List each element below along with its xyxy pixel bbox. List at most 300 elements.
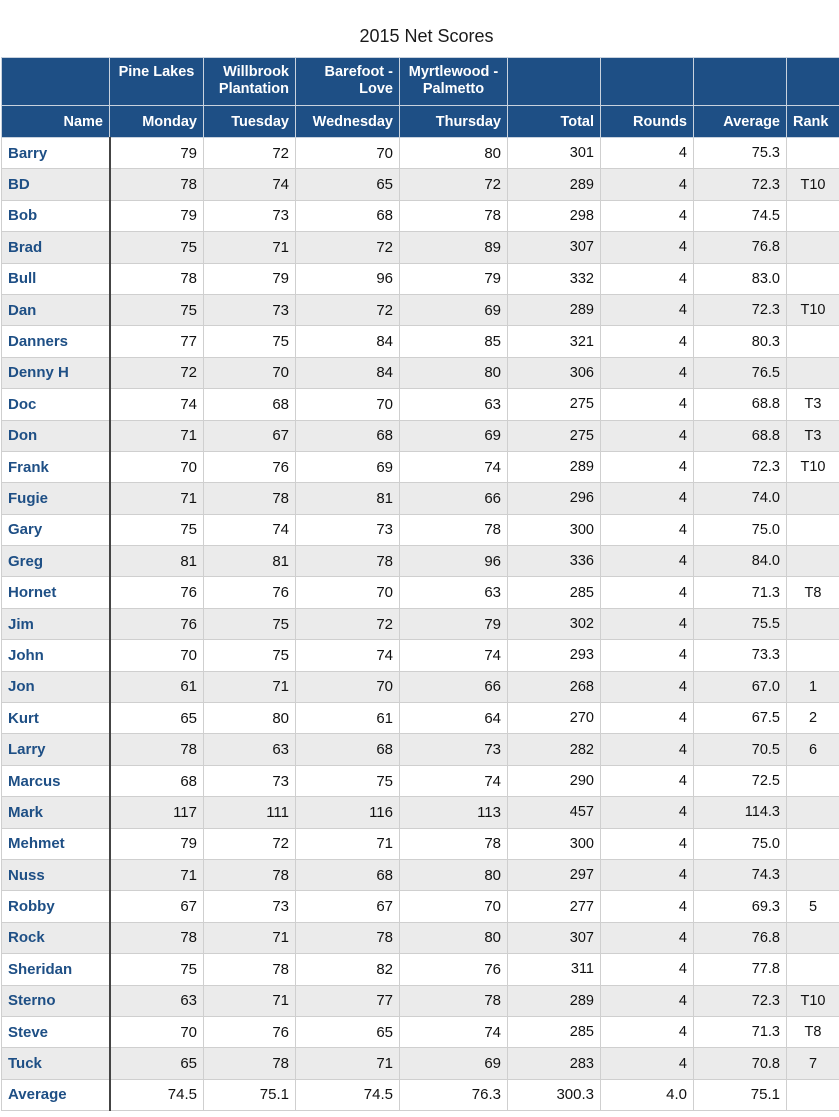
score-cell-monday[interactable]: 76 <box>110 577 204 608</box>
average-cell[interactable]: 67.0 <box>694 671 787 702</box>
score-cell-monday[interactable]: 70 <box>110 640 204 671</box>
thursday-column-header[interactable]: Thursday <box>400 106 508 138</box>
average-cell[interactable]: 83.0 <box>694 263 787 294</box>
average-cell-rounds[interactable]: 4.0 <box>601 1079 694 1110</box>
player-name-cell[interactable]: BD <box>2 169 110 200</box>
score-cell-monday[interactable]: 75 <box>110 514 204 545</box>
total-cell[interactable]: 289 <box>508 985 601 1016</box>
player-name-cell[interactable]: Jim <box>2 608 110 639</box>
score-cell-tuesday[interactable]: 76 <box>204 451 296 482</box>
score-cell-wednesday[interactable]: 84 <box>296 357 400 388</box>
player-name-cell[interactable]: Bob <box>2 200 110 231</box>
rank-cell[interactable]: 2 <box>787 703 839 734</box>
sheet-title: 2015 Net Scores <box>359 26 494 46</box>
rounds-cell[interactable]: 4 <box>601 765 694 796</box>
rank-cell[interactable]: T10 <box>787 294 839 325</box>
rounds-cell[interactable]: 4 <box>601 420 694 451</box>
score-cell-thursday[interactable]: 69 <box>400 1048 508 1079</box>
score-cell-tuesday[interactable]: 75 <box>204 326 296 357</box>
average-cell[interactable]: 74.5 <box>694 200 787 231</box>
rounds-cell[interactable]: 4 <box>601 954 694 985</box>
score-cell-monday[interactable]: 70 <box>110 1016 204 1047</box>
tuesday-column-header[interactable]: Tuesday <box>204 106 296 138</box>
total-cell[interactable]: 293 <box>508 640 601 671</box>
rank-cell[interactable] <box>787 357 839 388</box>
average-cell[interactable]: 71.3 <box>694 1016 787 1047</box>
score-cell-monday[interactable]: 78 <box>110 263 204 294</box>
score-cell-monday[interactable]: 71 <box>110 483 204 514</box>
rank-cell[interactable] <box>787 922 839 953</box>
rank-cell[interactable]: 1 <box>787 671 839 702</box>
score-cell-tuesday[interactable]: 74 <box>204 169 296 200</box>
total-cell[interactable]: 289 <box>508 169 601 200</box>
player-name-cell[interactable]: Mehmet <box>2 828 110 859</box>
rounds-cell[interactable]: 4 <box>601 294 694 325</box>
player-name-cell[interactable]: Gary <box>2 514 110 545</box>
rank-cell[interactable]: T8 <box>787 577 839 608</box>
score-cell-tuesday[interactable]: 72 <box>204 138 296 169</box>
rank-cell[interactable] <box>787 232 839 263</box>
rank-cell[interactable]: T10 <box>787 169 839 200</box>
score-cell-tuesday[interactable]: 78 <box>204 859 296 890</box>
rank-cell[interactable]: 5 <box>787 891 839 922</box>
rounds-cell[interactable]: 4 <box>601 357 694 388</box>
score-cell-wednesday[interactable]: 70 <box>296 138 400 169</box>
score-cell-thursday[interactable]: 96 <box>400 546 508 577</box>
rounds-cell[interactable]: 4 <box>601 169 694 200</box>
total-cell[interactable]: 297 <box>508 859 601 890</box>
score-cell-monday[interactable]: 78 <box>110 169 204 200</box>
rank-cell[interactable] <box>787 797 839 828</box>
average-cell-monday[interactable]: 74.5 <box>110 1079 204 1110</box>
course-header-line: Willbrook <box>223 64 289 80</box>
score-cell-thursday[interactable]: 64 <box>400 703 508 734</box>
rounds-cell[interactable]: 4 <box>601 483 694 514</box>
rank-cell[interactable] <box>787 954 839 985</box>
rank-cell[interactable] <box>787 608 839 639</box>
player-name-cell[interactable]: Jon <box>2 671 110 702</box>
score-cell-monday[interactable]: 79 <box>110 200 204 231</box>
player-name-cell[interactable]: Tuck <box>2 1048 110 1079</box>
score-cell-thursday[interactable]: 74 <box>400 1016 508 1047</box>
player-name-cell[interactable]: Bull <box>2 263 110 294</box>
score-cell-thursday[interactable]: 72 <box>400 169 508 200</box>
player-name-cell[interactable]: John <box>2 640 110 671</box>
score-cell-tuesday[interactable]: 78 <box>204 954 296 985</box>
score-cell-monday[interactable]: 72 <box>110 357 204 388</box>
score-cell-wednesday[interactable]: 82 <box>296 954 400 985</box>
rounds-cell[interactable]: 4 <box>601 640 694 671</box>
score-cell-thursday[interactable]: 79 <box>400 263 508 294</box>
score-cell-wednesday[interactable]: 70 <box>296 671 400 702</box>
score-cell-tuesday[interactable]: 71 <box>204 671 296 702</box>
score-cell-wednesday[interactable]: 96 <box>296 263 400 294</box>
total-cell[interactable]: 275 <box>508 389 601 420</box>
rounds-cell[interactable]: 4 <box>601 985 694 1016</box>
score-cell-wednesday[interactable]: 116 <box>296 797 400 828</box>
course-header[interactable] <box>400 58 508 106</box>
score-cell-wednesday[interactable]: 75 <box>296 765 400 796</box>
name-column-header[interactable]: Name <box>2 106 110 138</box>
total-cell[interactable]: 306 <box>508 357 601 388</box>
score-cell-thursday[interactable]: 66 <box>400 483 508 514</box>
score-cell-thursday[interactable]: 78 <box>400 828 508 859</box>
total-cell[interactable]: 289 <box>508 451 601 482</box>
score-cell-tuesday[interactable]: 73 <box>204 200 296 231</box>
average-row-label[interactable]: Average <box>2 1079 110 1110</box>
score-cell-monday[interactable]: 68 <box>110 765 204 796</box>
rounds-cell[interactable]: 4 <box>601 859 694 890</box>
score-cell-thursday[interactable]: 89 <box>400 232 508 263</box>
total-cell[interactable]: 300 <box>508 514 601 545</box>
score-cell-monday[interactable]: 65 <box>110 1048 204 1079</box>
rank-cell[interactable]: 6 <box>787 734 839 765</box>
score-cell-wednesday[interactable]: 81 <box>296 483 400 514</box>
player-name-cell[interactable]: Nuss <box>2 859 110 890</box>
score-cell-wednesday[interactable]: 78 <box>296 546 400 577</box>
average-cell[interactable]: 75.3 <box>694 138 787 169</box>
total-cell[interactable]: 296 <box>508 483 601 514</box>
score-cell-tuesday[interactable]: 73 <box>204 294 296 325</box>
player-name-cell[interactable]: Fugie <box>2 483 110 514</box>
score-cell-monday[interactable]: 76 <box>110 608 204 639</box>
score-cell-wednesday[interactable]: 73 <box>296 514 400 545</box>
score-cell-thursday[interactable]: 73 <box>400 734 508 765</box>
score-cell-thursday[interactable]: 76 <box>400 954 508 985</box>
average-cell[interactable]: 114.3 <box>694 797 787 828</box>
course-header[interactable] <box>204 58 296 106</box>
score-cell-wednesday[interactable]: 65 <box>296 169 400 200</box>
score-cell-thursday[interactable]: 69 <box>400 294 508 325</box>
score-cell-wednesday[interactable]: 72 <box>296 232 400 263</box>
rounds-cell[interactable]: 4 <box>601 514 694 545</box>
score-cell-monday[interactable]: 78 <box>110 734 204 765</box>
total-cell[interactable]: 283 <box>508 1048 601 1079</box>
score-cell-monday[interactable]: 75 <box>110 294 204 325</box>
average-cell[interactable]: 80.3 <box>694 326 787 357</box>
average-cell[interactable]: 74.0 <box>694 483 787 514</box>
score-cell-wednesday[interactable]: 84 <box>296 326 400 357</box>
average-cell[interactable]: 76.8 <box>694 232 787 263</box>
score-cell-monday[interactable]: 70 <box>110 451 204 482</box>
score-cell-tuesday[interactable]: 75 <box>204 640 296 671</box>
score-cell-thursday[interactable]: 70 <box>400 891 508 922</box>
rank-cell[interactable]: T3 <box>787 389 839 420</box>
player-name-cell[interactable]: Denny H <box>2 357 110 388</box>
total-cell[interactable]: 307 <box>508 232 601 263</box>
rank-cell[interactable] <box>787 828 839 859</box>
score-cell-monday[interactable]: 63 <box>110 985 204 1016</box>
average-cell-total[interactable]: 300.3 <box>508 1079 601 1110</box>
player-name-cell[interactable]: Steve <box>2 1016 110 1047</box>
player-name-cell[interactable]: Don <box>2 420 110 451</box>
score-cell-wednesday[interactable]: 68 <box>296 859 400 890</box>
score-cell-wednesday[interactable]: 68 <box>296 734 400 765</box>
average-cell[interactable]: 75.5 <box>694 608 787 639</box>
player-name-cell[interactable]: Kurt <box>2 703 110 734</box>
average-cell-thursday[interactable]: 76.3 <box>400 1079 508 1110</box>
rounds-cell[interactable]: 4 <box>601 1048 694 1079</box>
player-name-cell[interactable]: Robby <box>2 891 110 922</box>
rank-cell[interactable] <box>787 640 839 671</box>
score-cell-monday[interactable]: 74 <box>110 389 204 420</box>
score-cell-wednesday[interactable]: 72 <box>296 294 400 325</box>
total-cell[interactable]: 336 <box>508 546 601 577</box>
score-cell-monday[interactable]: 61 <box>110 671 204 702</box>
player-name-cell[interactable]: Brad <box>2 232 110 263</box>
total-cell[interactable]: 307 <box>508 922 601 953</box>
average-cell-wednesday[interactable]: 74.5 <box>296 1079 400 1110</box>
rank-cell[interactable] <box>787 263 839 294</box>
player-name-cell[interactable]: Doc <box>2 389 110 420</box>
player-name-cell[interactable]: Larry <box>2 734 110 765</box>
score-cell-monday[interactable]: 75 <box>110 232 204 263</box>
score-cell-tuesday[interactable]: 63 <box>204 734 296 765</box>
player-name-cell[interactable]: Frank <box>2 451 110 482</box>
score-cell-tuesday[interactable]: 67 <box>204 420 296 451</box>
score-cell-thursday[interactable]: 80 <box>400 138 508 169</box>
total-cell[interactable]: 270 <box>508 703 601 734</box>
score-cell-monday[interactable]: 71 <box>110 420 204 451</box>
total-cell[interactable]: 298 <box>508 200 601 231</box>
total-cell[interactable]: 268 <box>508 671 601 702</box>
rounds-cell[interactable]: 4 <box>601 828 694 859</box>
player-name-cell[interactable]: Sheridan <box>2 954 110 985</box>
score-cell-monday[interactable]: 75 <box>110 954 204 985</box>
rounds-cell[interactable]: 4 <box>601 1016 694 1047</box>
player-name-cell[interactable]: Hornet <box>2 577 110 608</box>
monday-column-header[interactable]: Monday <box>110 106 204 138</box>
score-cell-wednesday[interactable]: 67 <box>296 891 400 922</box>
score-cell-monday[interactable]: 65 <box>110 703 204 734</box>
score-cell-tuesday[interactable]: 73 <box>204 765 296 796</box>
average-cell[interactable]: 74.3 <box>694 859 787 890</box>
rounds-cell[interactable]: 4 <box>601 389 694 420</box>
score-cell-tuesday[interactable]: 78 <box>204 1048 296 1079</box>
player-name-cell[interactable]: Marcus <box>2 765 110 796</box>
total-cell[interactable]: 321 <box>508 326 601 357</box>
score-cell-wednesday[interactable]: 70 <box>296 389 400 420</box>
score-cell-wednesday[interactable]: 71 <box>296 1048 400 1079</box>
total-cell[interactable]: 301 <box>508 138 601 169</box>
score-cell-thursday[interactable]: 113 <box>400 797 508 828</box>
score-cell-thursday[interactable]: 63 <box>400 577 508 608</box>
rounds-cell[interactable]: 4 <box>601 922 694 953</box>
total-column-header[interactable]: Total <box>508 106 601 138</box>
score-cell-tuesday[interactable]: 81 <box>204 546 296 577</box>
score-cell-wednesday[interactable]: 71 <box>296 828 400 859</box>
rank-cell[interactable] <box>787 326 839 357</box>
total-cell[interactable]: 302 <box>508 608 601 639</box>
wednesday-column-header[interactable]: Wednesday <box>296 106 400 138</box>
score-cell-monday[interactable]: 81 <box>110 546 204 577</box>
score-cell-tuesday[interactable]: 111 <box>204 797 296 828</box>
rank-cell[interactable] <box>787 859 839 890</box>
score-cell-tuesday[interactable]: 68 <box>204 389 296 420</box>
average-cell[interactable]: 72.3 <box>694 294 787 325</box>
score-cell-tuesday[interactable]: 79 <box>204 263 296 294</box>
score-cell-tuesday[interactable]: 80 <box>204 703 296 734</box>
table-row <box>2 765 839 796</box>
rounds-cell[interactable]: 4 <box>601 891 694 922</box>
player-name-cell[interactable]: Danners <box>2 326 110 357</box>
score-cell-wednesday[interactable]: 69 <box>296 451 400 482</box>
score-cell-thursday[interactable]: 85 <box>400 326 508 357</box>
rank-column-header[interactable]: Rank <box>787 106 839 138</box>
score-cell-wednesday[interactable]: 70 <box>296 577 400 608</box>
rank-cell[interactable] <box>787 765 839 796</box>
average-cell[interactable]: 68.8 <box>694 389 787 420</box>
rounds-cell[interactable]: 4 <box>601 703 694 734</box>
average-cell[interactable]: 75.0 <box>694 514 787 545</box>
total-cell[interactable]: 457 <box>508 797 601 828</box>
rounds-cell[interactable]: 4 <box>601 263 694 294</box>
score-cell-thursday[interactable]: 74 <box>400 451 508 482</box>
average-cell[interactable]: 69.3 <box>694 891 787 922</box>
rounds-cell[interactable]: 4 <box>601 671 694 702</box>
total-cell[interactable]: 311 <box>508 954 601 985</box>
rank-cell[interactable] <box>787 200 839 231</box>
score-cell-tuesday[interactable]: 70 <box>204 357 296 388</box>
score-cell-monday[interactable]: 78 <box>110 922 204 953</box>
average-cell[interactable]: 75.0 <box>694 828 787 859</box>
average-cell[interactable]: 70.8 <box>694 1048 787 1079</box>
rank-cell[interactable] <box>787 483 839 514</box>
rounds-cell[interactable]: 4 <box>601 734 694 765</box>
score-cell-tuesday[interactable]: 71 <box>204 985 296 1016</box>
rank-cell[interactable]: T10 <box>787 451 839 482</box>
average-cell-rank[interactable] <box>787 1079 839 1110</box>
average-cell[interactable]: 72.5 <box>694 765 787 796</box>
average-cell[interactable]: 76.5 <box>694 357 787 388</box>
score-cell-thursday[interactable]: 74 <box>400 765 508 796</box>
average-cell[interactable]: 72.3 <box>694 451 787 482</box>
player-name-cell[interactable]: Greg <box>2 546 110 577</box>
average-cell-tuesday[interactable]: 75.1 <box>204 1079 296 1110</box>
total-cell[interactable]: 285 <box>508 1016 601 1047</box>
rounds-cell[interactable]: 4 <box>601 200 694 231</box>
rank-cell[interactable] <box>787 514 839 545</box>
average-cell[interactable]: 70.5 <box>694 734 787 765</box>
player-name-cell[interactable]: Sterno <box>2 985 110 1016</box>
average-column-header[interactable]: Average <box>694 106 787 138</box>
average-cell[interactable]: 73.3 <box>694 640 787 671</box>
player-name-cell[interactable]: Dan <box>2 294 110 325</box>
rounds-cell[interactable]: 4 <box>601 577 694 608</box>
total-cell[interactable]: 332 <box>508 263 601 294</box>
total-cell[interactable]: 290 <box>508 765 601 796</box>
total-cell[interactable]: 289 <box>508 294 601 325</box>
score-cell-thursday[interactable]: 80 <box>400 357 508 388</box>
rounds-cell[interactable]: 4 <box>601 326 694 357</box>
average-cell-average[interactable]: 75.1 <box>694 1079 787 1110</box>
score-cell-thursday[interactable]: 69 <box>400 420 508 451</box>
average-cell[interactable]: 71.3 <box>694 577 787 608</box>
score-cell-thursday[interactable]: 63 <box>400 389 508 420</box>
score-cell-tuesday[interactable]: 76 <box>204 577 296 608</box>
rank-cell[interactable]: T8 <box>787 1016 839 1047</box>
score-cell-thursday[interactable]: 78 <box>400 985 508 1016</box>
score-cell-thursday[interactable]: 80 <box>400 859 508 890</box>
average-cell[interactable]: 77.8 <box>694 954 787 985</box>
player-name-cell[interactable]: Rock <box>2 922 110 953</box>
rank-cell[interactable] <box>787 546 839 577</box>
score-cell-tuesday[interactable]: 71 <box>204 232 296 263</box>
score-cell-monday[interactable]: 79 <box>110 828 204 859</box>
score-cell-wednesday[interactable]: 72 <box>296 608 400 639</box>
score-cell-tuesday[interactable]: 76 <box>204 1016 296 1047</box>
score-cell-tuesday[interactable]: 73 <box>204 891 296 922</box>
score-cell-wednesday[interactable]: 61 <box>296 703 400 734</box>
score-cell-thursday[interactable]: 78 <box>400 514 508 545</box>
score-cell-wednesday[interactable]: 68 <box>296 200 400 231</box>
score-cell-thursday[interactable]: 78 <box>400 200 508 231</box>
course-header[interactable] <box>296 58 400 106</box>
player-name-cell[interactable]: Barry <box>2 138 110 169</box>
score-cell-tuesday[interactable]: 72 <box>204 828 296 859</box>
score-cell-monday[interactable]: 117 <box>110 797 204 828</box>
total-cell[interactable]: 282 <box>508 734 601 765</box>
score-cell-thursday[interactable]: 79 <box>400 608 508 639</box>
score-cell-monday[interactable]: 71 <box>110 859 204 890</box>
total-cell[interactable]: 300 <box>508 828 601 859</box>
score-cell-thursday[interactable]: 66 <box>400 671 508 702</box>
rounds-cell[interactable]: 4 <box>601 138 694 169</box>
score-cell-tuesday[interactable]: 74 <box>204 514 296 545</box>
average-cell[interactable]: 72.3 <box>694 169 787 200</box>
score-cell-tuesday[interactable]: 78 <box>204 483 296 514</box>
average-cell[interactable]: 68.8 <box>694 420 787 451</box>
rank-cell[interactable]: T10 <box>787 985 839 1016</box>
score-cell-wednesday[interactable]: 78 <box>296 922 400 953</box>
average-cell[interactable]: 76.8 <box>694 922 787 953</box>
rounds-cell[interactable]: 4 <box>601 608 694 639</box>
score-cell-wednesday[interactable]: 74 <box>296 640 400 671</box>
score-cell-monday[interactable]: 67 <box>110 891 204 922</box>
table-row <box>2 859 839 890</box>
total-cell[interactable]: 277 <box>508 891 601 922</box>
table-row <box>2 357 839 388</box>
score-cell-monday[interactable]: 79 <box>110 138 204 169</box>
rank-cell[interactable]: T3 <box>787 420 839 451</box>
course-header-line: Plantation <box>218 81 289 97</box>
total-cell[interactable]: 285 <box>508 577 601 608</box>
rounds-cell[interactable]: 4 <box>601 546 694 577</box>
rank-cell[interactable] <box>787 138 839 169</box>
table-row <box>2 922 839 953</box>
score-cell-wednesday[interactable]: 68 <box>296 420 400 451</box>
table-row <box>2 954 839 985</box>
rank-cell[interactable]: 7 <box>787 1048 839 1079</box>
score-cell-monday[interactable]: 77 <box>110 326 204 357</box>
score-cell-thursday[interactable]: 74 <box>400 640 508 671</box>
score-cell-thursday[interactable]: 80 <box>400 922 508 953</box>
total-cell[interactable]: 275 <box>508 420 601 451</box>
rounds-cell[interactable]: 4 <box>601 232 694 263</box>
average-cell[interactable]: 84.0 <box>694 546 787 577</box>
score-cell-wednesday[interactable]: 65 <box>296 1016 400 1047</box>
average-cell[interactable]: 67.5 <box>694 703 787 734</box>
score-cell-tuesday[interactable]: 71 <box>204 922 296 953</box>
score-cell-wednesday[interactable]: 77 <box>296 985 400 1016</box>
score-cell-tuesday[interactable]: 75 <box>204 608 296 639</box>
average-cell[interactable]: 72.3 <box>694 985 787 1016</box>
rounds-column-header[interactable]: Rounds <box>601 106 694 138</box>
player-name-cell[interactable]: Mark <box>2 797 110 828</box>
course-header[interactable] <box>110 58 204 106</box>
rounds-cell[interactable]: 4 <box>601 451 694 482</box>
rounds-cell[interactable]: 4 <box>601 797 694 828</box>
